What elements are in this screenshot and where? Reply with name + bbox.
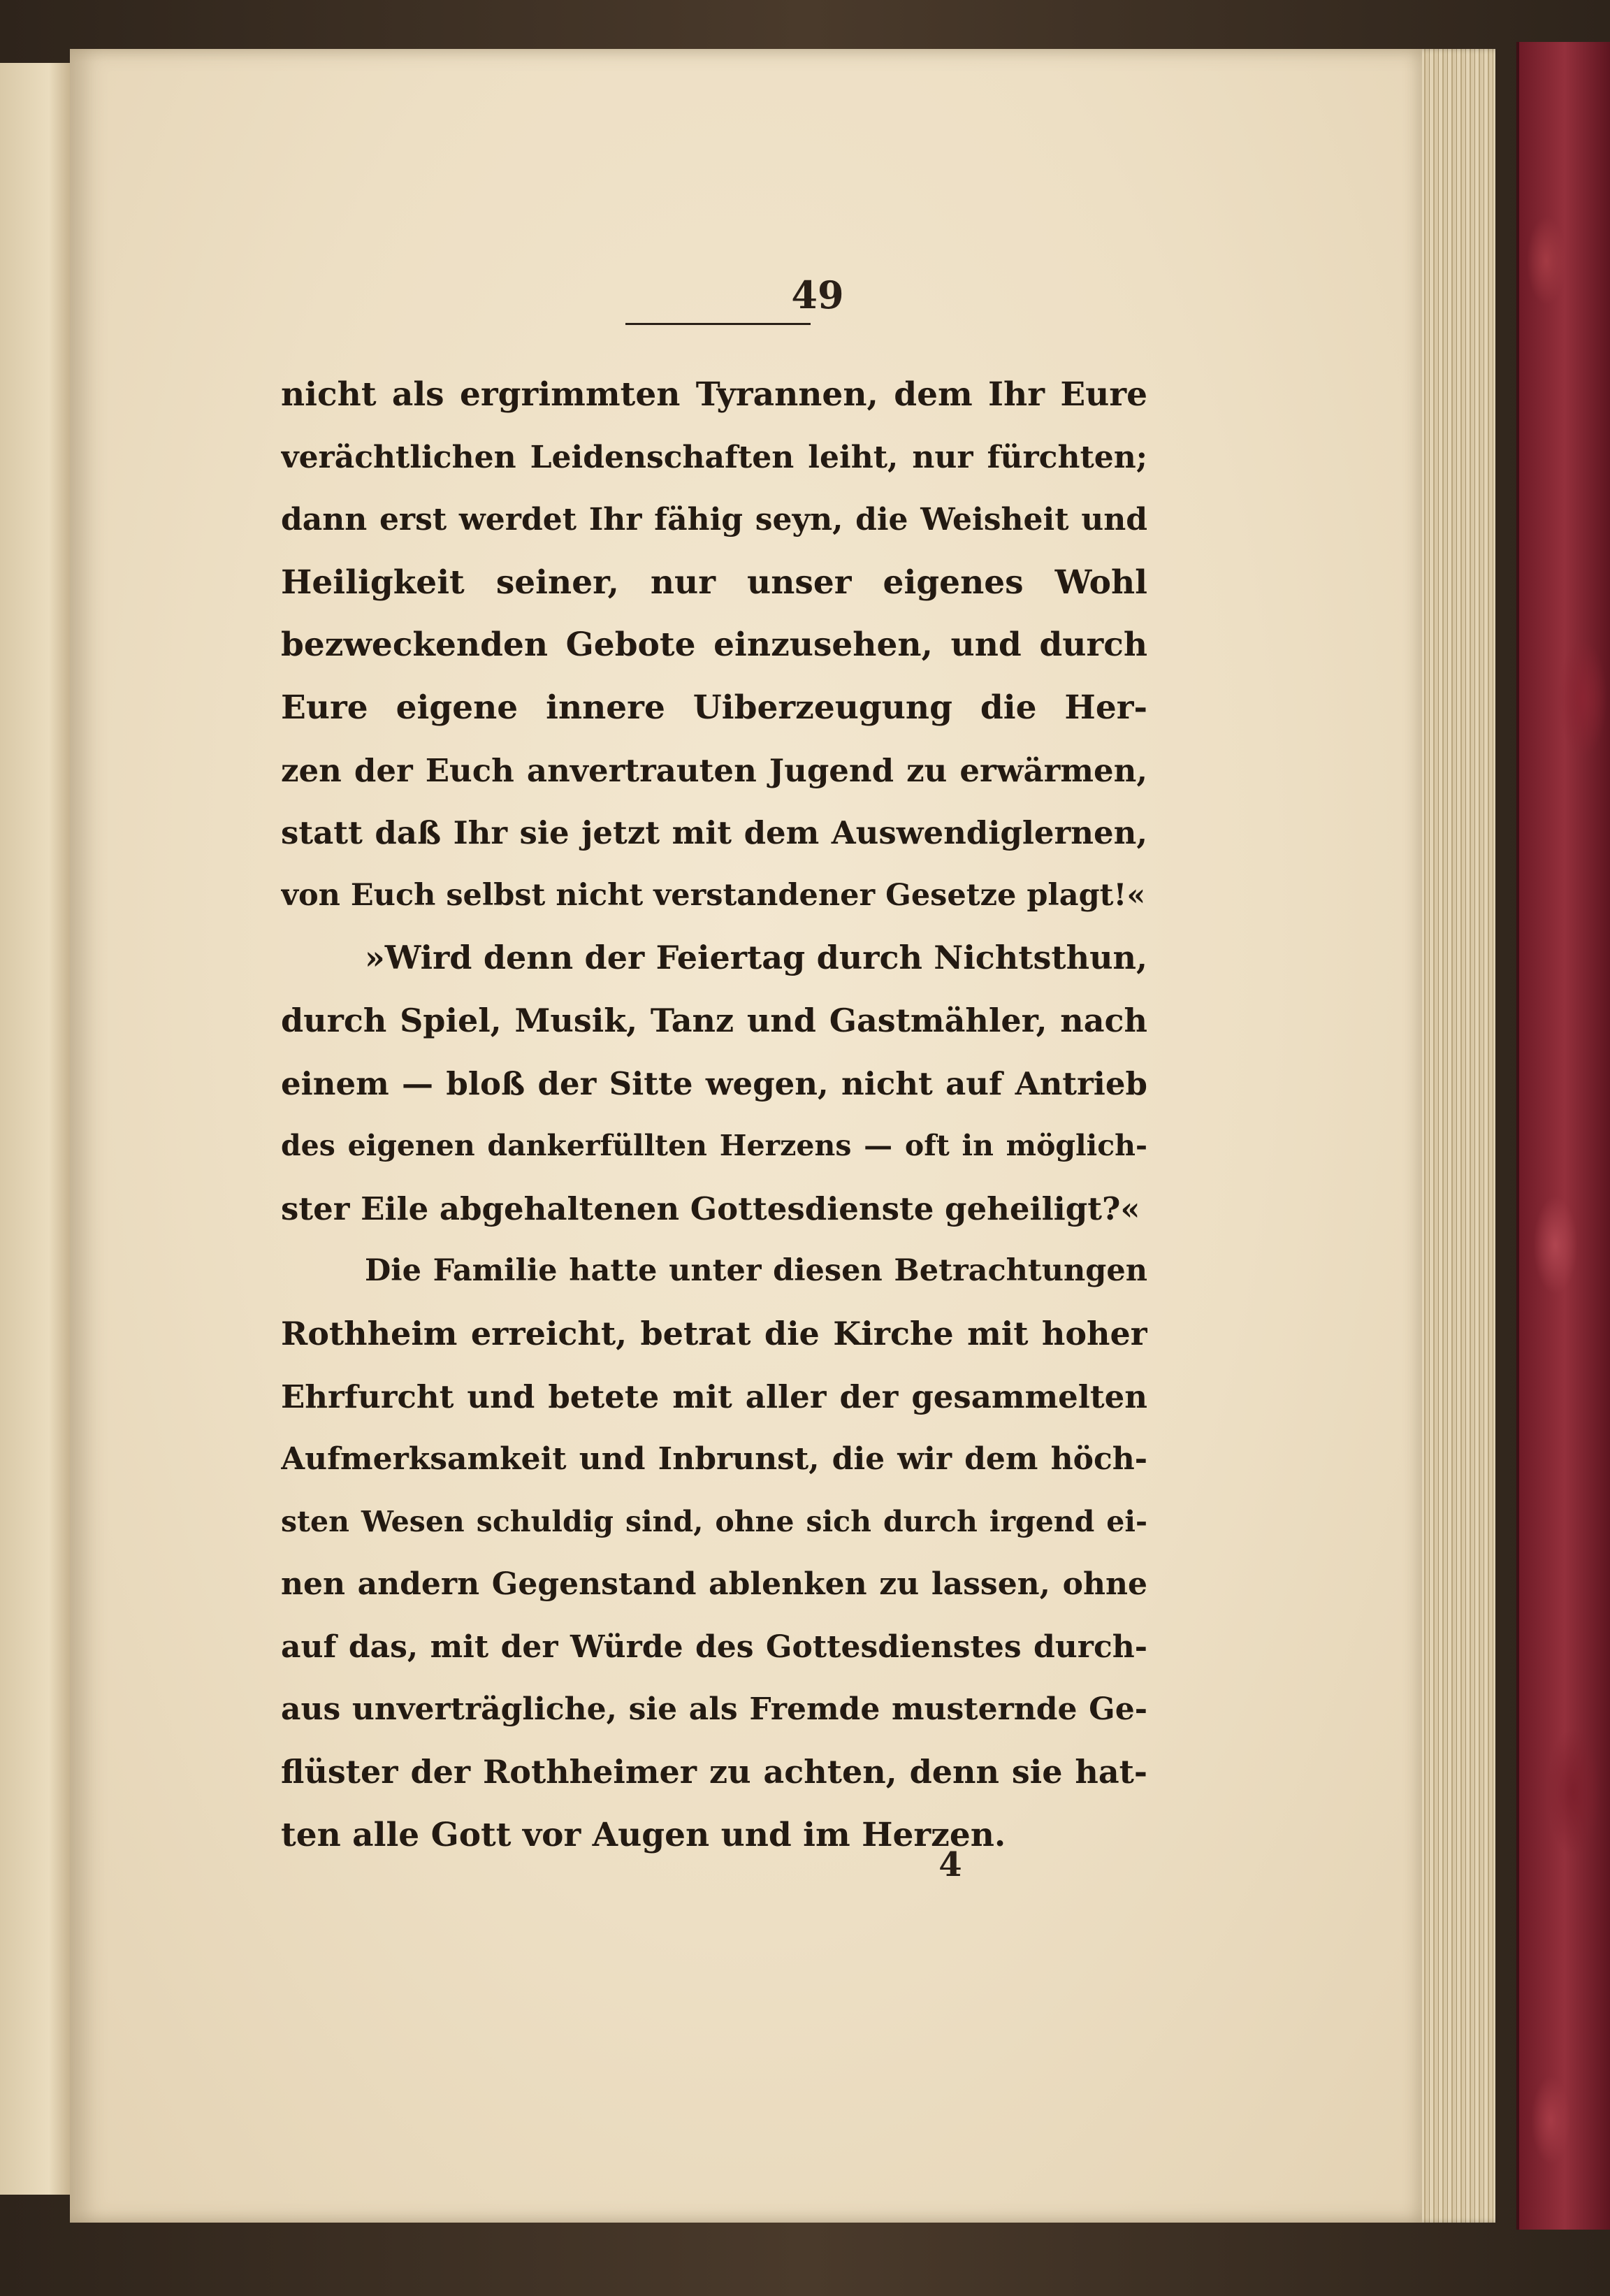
left-facing-page (0, 63, 72, 2195)
text-line: Heiligkeit seiner, nur unser eigenes Wohl (281, 563, 1147, 602)
text-line: ster Eile abgehaltenen Gottesdienste geheiligt?« (281, 1190, 1140, 1227)
body-text (281, 363, 1147, 1866)
page-number: 49 (791, 273, 844, 317)
text-line: zen der Euch anvertrauten Jugend zu erwärmen, (281, 751, 1147, 789)
text-line: Die Familie hatte unter diesen Betrachtungen (365, 1253, 1147, 1289)
text-line: durch Spiel, Musik, Tanz und Gastmähler, nach (281, 1001, 1147, 1039)
text-line: nen andern Gegenstand ablenken zu lassen, ohne (281, 1566, 1147, 1603)
signature-mark: 4 (938, 1845, 962, 1884)
text-line: aus unverträgliche, sie als Fremde musternde Ge- (281, 1691, 1147, 1728)
text-line: flüster der Rothheimer zu achten, denn sie hat- (281, 1753, 1147, 1791)
text-line: nicht als ergrimmten Tyrannen, dem Ihr Eure (281, 375, 1147, 414)
text-line: Aufmerksamkeit und Inbrunst, die wir dem höch- (281, 1441, 1147, 1478)
text-line: dann erst werdet Ihr fähig seyn, die Weisheit und (281, 502, 1147, 538)
text-line: von Euch selbst nicht verstandener Gesetze plagt!« (281, 877, 1146, 913)
marbled-cover (1516, 42, 1610, 2230)
text-line: Eure eigene innere Uiberzeugung die Her- (281, 688, 1147, 727)
page-edges (1412, 49, 1495, 2223)
text-line: bezweckenden Gebote einzusehen, und durch (281, 626, 1147, 665)
text-line: ten alle Gott vor Augen und im Herzen. (281, 1815, 1006, 1854)
text-line: einem — bloß der Sitte wegen, nicht auf Antrieb (281, 1064, 1147, 1102)
text-line: auf das, mit der Würde des Gottesdienstes durch- (281, 1629, 1147, 1665)
text-line: statt daß Ihr sie jetzt mit dem Auswendiglernen, (281, 814, 1147, 852)
text-line: des eigenen dankerfüllten Herzens — oft in möglich- (281, 1129, 1147, 1163)
text-line: »Wird denn der Feiertag durch Nichtsthun, (365, 939, 1147, 977)
text-line: sten Wesen schuldig sind, ohne sich durch irgend ei- (281, 1504, 1147, 1538)
text-line: verächtlichen Leidenschaften leiht, nur fürchten; (281, 439, 1147, 475)
text-line: Rothheim erreicht, betrat die Kirche mit hoher (281, 1314, 1147, 1352)
text-line: Ehrfurcht und betete mit aller der gesammelten (281, 1378, 1147, 1415)
header-rule (625, 323, 811, 325)
